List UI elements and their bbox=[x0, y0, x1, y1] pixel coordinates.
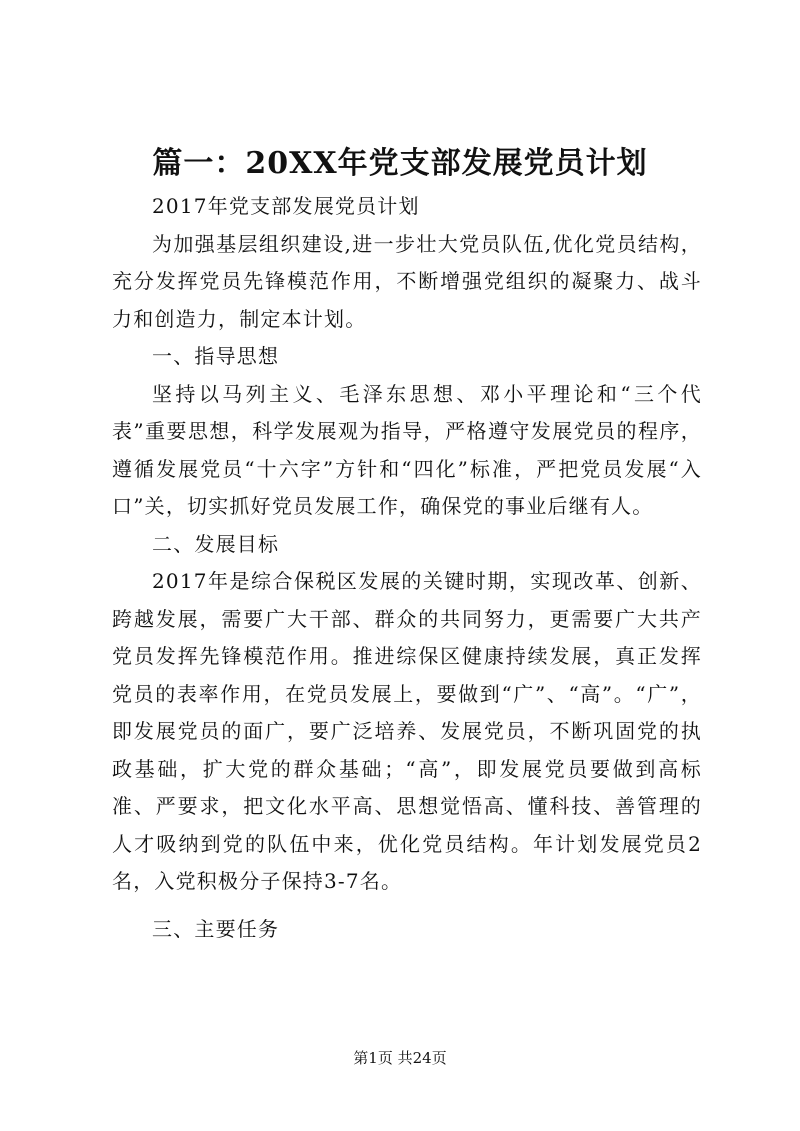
guiding-ideology-paragraph: 坚持以马列主义、毛泽东思想、邓小平理论和“三个代表”重要思想，科学发展观为指导，严格遵守发展党员的程序，遵循发展党员“十六字”方针和“四化”标准，严把党员发展“入口”关，切实抓好党员发展工作，确保党的事业后继有人。 bbox=[112, 381, 702, 518]
intro-paragraph: 为加强基层组织建设,进一步壮大党员队伍,优化党员结构，充分发挥党员先锋模范作用，不断增强党组织的凝聚力、战斗力和创造力，制定本计划。 bbox=[112, 231, 702, 331]
document-body bbox=[112, 188, 702, 948]
subtitle-paragraph: 2017年党支部发展党员计划 bbox=[152, 194, 420, 218]
page-footer: 第1页 共24页 bbox=[353, 1049, 447, 1067]
development-goals-paragraph: 2017年是综合保税区发展的关键时期，实现改革、创新、跨越发展，需要广大干部、群众的共同努力，更需要广大共产党员发挥先锋模范作用。推进综保区健康持续发展，真正发挥党员的表率作用，在党员发展上，要做到“广”、“高”。“广”，即发展党员的面广，要广泛培养、发展党员，不断巩固党的执政基础，扩大党的群众基础；“高”，即发展党员要做到高标准、严要求，把文化水平高、思想觉悟高、懂科技、善管理的人才吸纳到党的队伍中来，优化党员结构。年计划发展党员2名，入党积极分子保持3-7名。 bbox=[112, 569, 702, 893]
section-heading-guiding-ideology: 一、指导思想 bbox=[152, 344, 280, 368]
document-title: 篇一：20XX年党支部发展党员计划 bbox=[152, 146, 648, 181]
section-heading-main-tasks: 三、主要任务 bbox=[152, 916, 280, 941]
section-heading-development-goals: 二、发展目标 bbox=[152, 531, 280, 556]
